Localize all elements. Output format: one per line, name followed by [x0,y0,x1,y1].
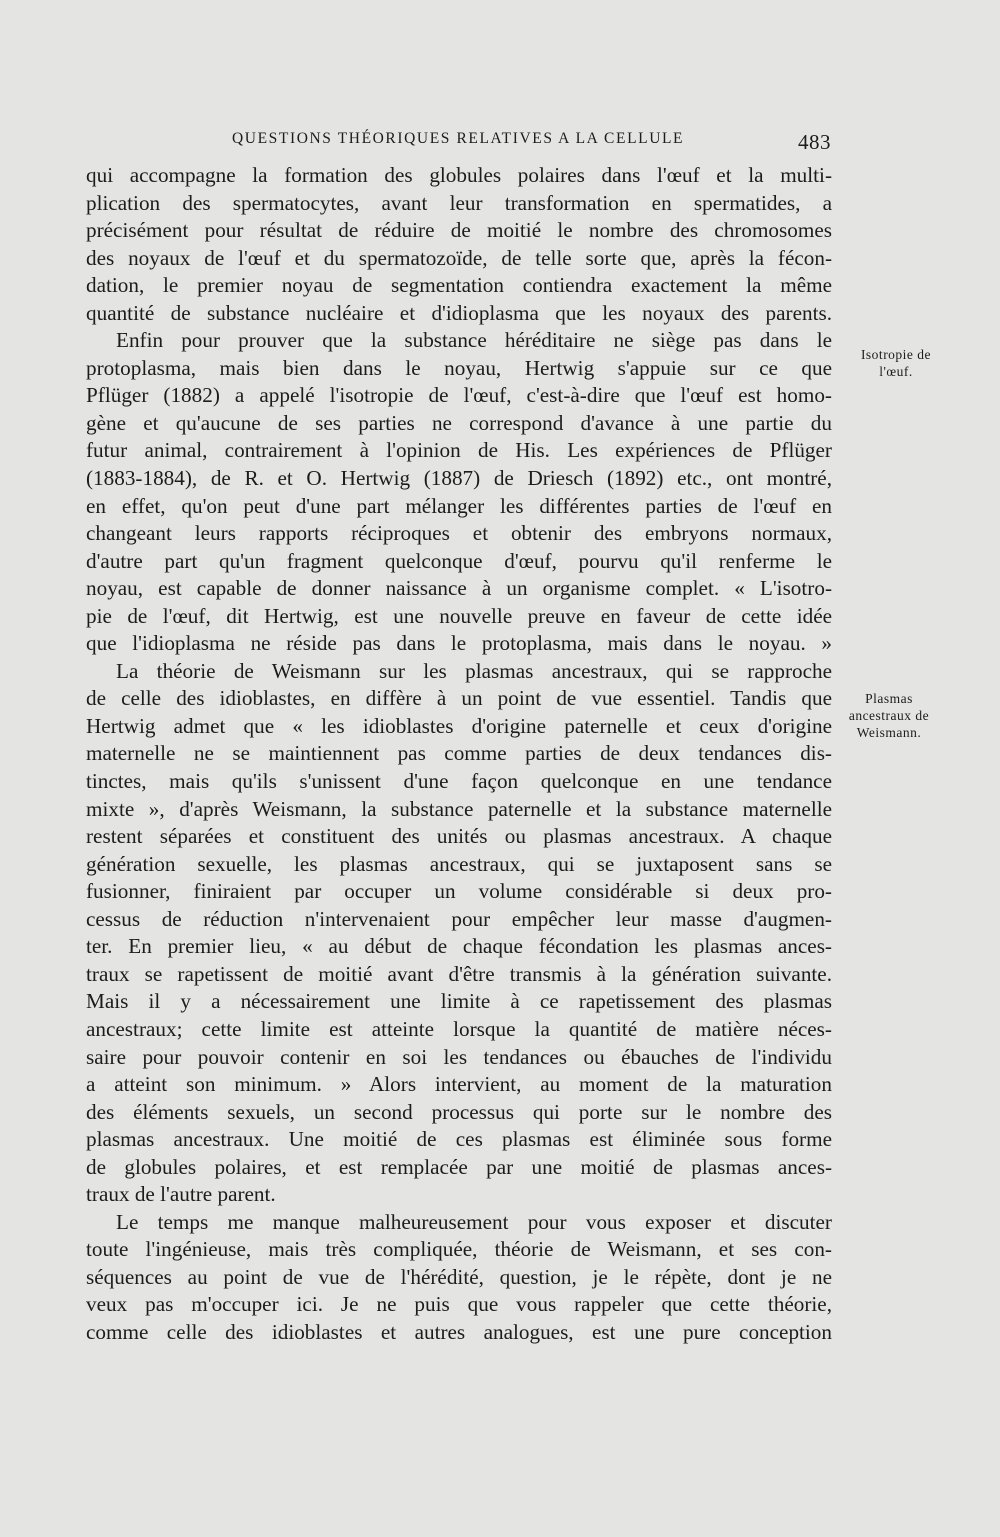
text-line: (1883-1884), de R. et O. Hertwig (1887) de Driesch (1892) etc., ont montré, [86,466,832,491]
margin-note-plasmas [824,690,954,741]
text-line: quantité de substance nucléaire et d'idioplasma que les noyaux des parents. [86,300,832,325]
text-line: de globules polaires, et est remplacée par une moitié de plasmas ances- [86,1154,832,1179]
margin-note-line: ancestraux de [848,708,930,723]
text-line: Pflüger (1882) a appelé l'isotropie de l'œuf, c'est-à-dire que l'œuf est homo- [86,383,832,408]
text-line: en effet, qu'on peut d'une part mélanger les différentes parties de l'œuf en [86,493,832,518]
text-line: séquences au point de vue de l'hérédité, question, je le répète, dont je ne [86,1264,832,1289]
text-line: comme celle des idioblastes et autres analogues, est une pure conception [86,1319,832,1344]
text-line: a atteint son minimum. » Alors intervient, au moment de la maturation [86,1072,832,1097]
text-line: ter. En premier lieu, « au début de chaque fécondation les plasmas ances- [86,934,832,959]
text-line: d'autre part qu'un fragment quelconque d'œuf, pourvu qu'il renferme le [86,548,832,573]
paragraph-start-line: Le temps me manque malheureusement pour vous exposer et discuter [116,1209,832,1234]
text-line: que l'idioplasma ne réside pas dans le protoplasma, mais dans le noyau. » [86,631,832,656]
text-line: mixte », d'après Weismann, la substance paternelle et la substance maternelle [86,796,832,821]
text-line: de celle des idioblastes, en diffère à un point de vue essentiel. Tandis que [86,686,832,711]
text-line: veux pas m'occuper ici. Je ne puis que vous rappeler que cette théorie, [86,1292,832,1317]
text-line: futur animal, contrairement à l'opinion de His. Les expériences de Pflüger [86,438,832,463]
margin-note-line: Isotropie de [860,347,932,362]
text-line: des éléments sexuels, un second processus qui porte sur le nombre des [86,1099,832,1124]
text-line: plasmas ancestraux. Une moitié de ces plasmas est éliminée sous forme [86,1127,832,1152]
paragraph-start-line: La théorie de Weismann sur les plasmas ancestraux, qui se rapproche [116,658,832,683]
text-line: des noyaux de l'œuf et du spermatozoïde, de telle sorte que, après la fécon- [86,245,832,270]
margin-note-line: Weismann. [856,725,922,740]
text-line: pie de l'œuf, dit Hertwig, est une nouvelle preuve en faveur de cette idée [86,603,832,628]
running-head-title: QUESTIONS THÉORIQUES RELATIVES A LA CELLULE [232,130,685,147]
text-line: maternelle ne se maintiennent pas comme parties de deux tendances dis- [86,741,832,766]
running-head [232,130,832,148]
text-line: Mais il y a nécessairement une limite à ce rapetissement des plasmas [86,989,832,1014]
text-line: tinctes, mais qu'ils s'unissent d'une façon quelconque en une tendance [86,769,832,794]
page-number: 483 [798,130,831,154]
paragraph-end-line: traux de l'autre parent. [86,1182,276,1207]
text-line: gène et qu'aucune de ses parties ne correspond d'avance à une partie du [86,410,832,435]
text-line: changeant leurs rapports réciproques et obtenir des embryons normaux, [86,521,832,546]
text-line: noyau, est capable de donner naissance à un organisme complet. « L'isotro- [86,576,832,601]
text-line: protoplasma, mais bien dans le noyau, Hertwig s'appuie sur ce que [86,355,832,380]
text-line: qui accompagne la formation des globules polaires dans l'œuf et la multi- [86,163,832,187]
margin-note-line: l'œuf. [879,364,913,379]
text-line: génération sexuelle, les plasmas ancestraux, qui se juxtaposent sans se [86,851,832,876]
text-line: fusionner, finiraient par occuper un volume considérable si deux pro- [86,879,832,904]
text-line: traux se rapetissent de moitié avant d'être transmis à la génération suivante. [86,961,832,986]
text-line: précisément pour résultat de réduire de moitié le nombre des chromosomes [86,218,832,243]
text-line: dation, le premier noyau de segmentation contiendra exactement la même [86,273,832,298]
margin-note-isotropie [831,346,961,380]
text-line: plication des spermatocytes, avant leur transformation en spermatides, a [86,190,832,215]
paragraph-start-line: Enfin pour prouver que la substance héréditaire ne siège pas dans le [116,328,832,353]
text-line: saire pour pouvoir contenir en soi les tendances ou ébauches de l'individu [86,1044,832,1069]
text-line: cessus de réduction n'intervenaient pour empêcher leur masse d'augmen- [86,906,832,931]
body-text [86,162,832,1347]
text-line: toute l'ingénieuse, mais très compliquée, théorie de Weismann, et ses con- [86,1237,832,1262]
text-line: Hertwig admet que « les idioblastes d'origine paternelle et ceux d'origine [86,713,832,738]
margin-note-line: Plasmas [865,691,913,706]
text-line: ancestraux; cette limite est atteinte lorsque la quantité de matière néces- [86,1016,832,1041]
text-line: restent séparées et constituent des unités ou plasmas ancestraux. A chaque [86,824,832,849]
